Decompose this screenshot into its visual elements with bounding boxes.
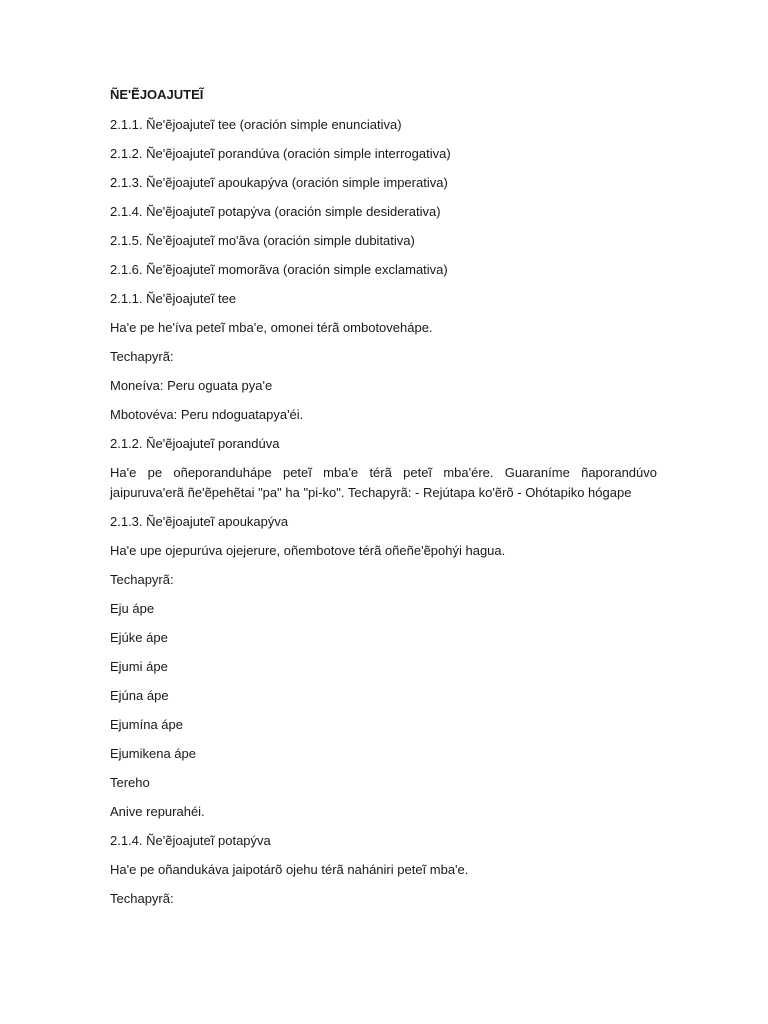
section-3-example: Ejumi ápe [110, 659, 168, 674]
toc-item-6: 2.1.6. Ñe'ẽjoajuteĩ momorãva (oración simple exclamativa) [110, 262, 448, 277]
toc-item-1: 2.1.1. Ñe'ẽjoajuteĩ tee (oración simple enunciativa) [110, 117, 402, 132]
toc-item-2: 2.1.2. Ñe'ẽjoajuteĩ porandúva (oración simple interrogativa) [110, 146, 451, 161]
section-1-example: Moneíva: Peru oguata pya'e [110, 378, 273, 393]
section-3-example: Ejúna ápe [110, 688, 169, 703]
section-3-example: Eju ápe [110, 601, 155, 616]
document-title: ÑE'ẼJOAJUTEĨ [110, 87, 204, 102]
section-1-body: Ha'e pe he'íva peteĩ mba'e, omonei térã ombotovehápe. [110, 320, 433, 335]
section-2-heading: 2.1.2. Ñe'ẽjoajuteĩ porandúva [110, 436, 280, 451]
section-1-example: Mbotovéva: Peru ndoguatapya'éi. [110, 407, 304, 422]
section-3-example: Anive repurahéi. [110, 804, 205, 819]
section-4-body: Ha'e pe oñandukáva jaipotárõ ojehu térã nahániri peteĩ mba'e. [110, 862, 469, 877]
section-3-example: Ejúke ápe [110, 630, 168, 645]
section-2-body: Ha'e pe oñeporanduhápe peteĩ mba'e térã peteĩ mba'ére. Guaraníme ñaporandúvo jaipuruva'erã ñe'ẽpehẽtai "pa" ha "pi-ko". Techapyrã: - Rejútapa ko'ẽrõ - Ohótapiko hógape [110, 465, 657, 500]
section-3-body: Ha'e upe ojepurúva ojejerure, oñembotove térã oñeñe'ẽpohýi hagua. [110, 543, 506, 558]
section-1-heading: 2.1.1. Ñe'ẽjoajuteĩ tee [110, 291, 237, 306]
toc-item-4: 2.1.4. Ñe'ẽjoajuteĩ potapýva (oración simple desiderativa) [110, 204, 441, 219]
section-4-heading: 2.1.4. Ñe'ẽjoajuteĩ potapýva [110, 833, 271, 848]
toc-item-5: 2.1.5. Ñe'ẽjoajuteĩ mo'ãva (oración simple dubitativa) [110, 233, 415, 248]
document-page [110, 85, 657, 918]
section-3-example-label: Techapyrã: [110, 572, 174, 587]
section-3-heading: 2.1.3. Ñe'ẽjoajuteĩ apoukapýva [110, 514, 289, 529]
section-4-example-label: Techapyrã: [110, 891, 174, 906]
section-3-example: Ejumikena ápe [110, 746, 196, 761]
section-1-example-label: Techapyrã: [110, 349, 174, 364]
section-3-example: Tereho [110, 775, 150, 790]
toc-item-3: 2.1.3. Ñe'ẽjoajuteĩ apoukapýva (oración simple imperativa) [110, 175, 448, 190]
section-3-example: Ejumína ápe [110, 717, 183, 732]
